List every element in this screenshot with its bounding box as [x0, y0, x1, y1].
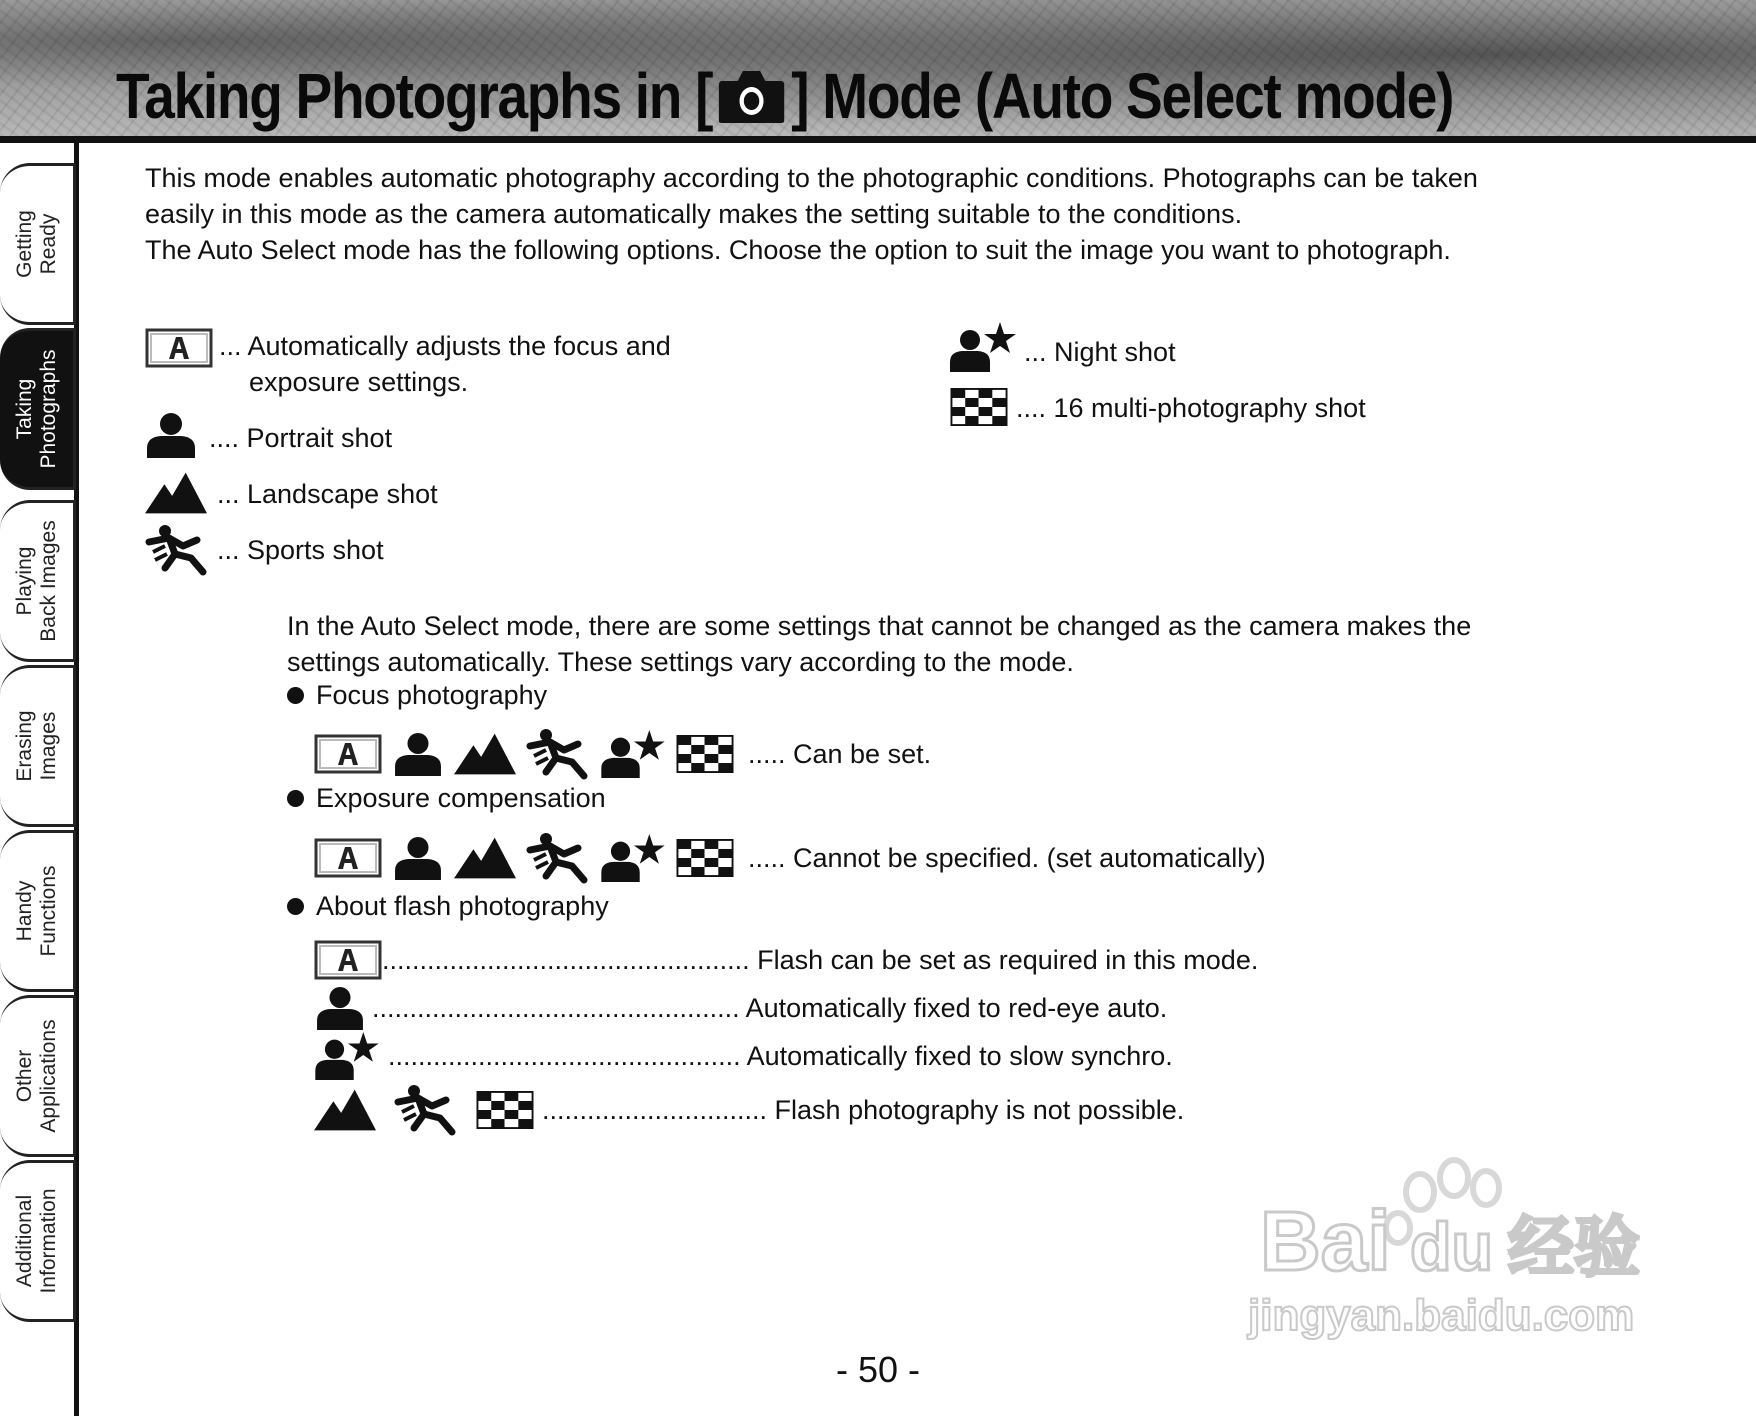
- night-portrait-icon: [600, 834, 666, 882]
- flash-row-text: ................................................. Flash can be set as required in this mode.: [382, 944, 1259, 975]
- focus-row: [314, 728, 931, 780]
- landscape-icon: [145, 472, 207, 514]
- bullet-dot: [287, 898, 304, 915]
- bullet-dot: [287, 790, 304, 807]
- watermark-brand: Bai: [1260, 1194, 1391, 1288]
- header-rule: [0, 136, 1756, 143]
- tab-label: Additional Information: [12, 1188, 60, 1294]
- tab-playing-back-images[interactable]: [0, 500, 76, 662]
- option-label: exposure settings.: [249, 367, 469, 397]
- option-auto: [145, 328, 671, 400]
- bullet-exposure: [287, 783, 606, 814]
- paw-logo-icon: [1240, 1150, 1660, 1340]
- sports-icon: [526, 728, 590, 780]
- title-suffix: ] Mode (Auto Select mode): [791, 60, 1454, 132]
- tab-additional-information[interactable]: [0, 1160, 76, 1322]
- watermark-brand-du: du: [1410, 1209, 1494, 1285]
- bullet-heading: Focus photography: [316, 680, 548, 710]
- title-prefix: Taking Photographs in [: [116, 60, 713, 132]
- option-label: ... Night shot: [1024, 337, 1176, 367]
- portrait-icon: [314, 986, 366, 1030]
- landscape-icon: [454, 837, 516, 879]
- sports-icon: [145, 524, 209, 576]
- sports-icon: [526, 832, 590, 884]
- watermark-url: jingyan.baidu.com: [1248, 1291, 1635, 1340]
- option-multi: [950, 390, 1366, 426]
- flash-row-auto: [314, 940, 1258, 980]
- flash-row-disabled: [314, 1084, 1184, 1136]
- night-portrait-icon: [314, 1032, 380, 1080]
- bullet-flash: [287, 891, 609, 922]
- bullet-focus: [287, 680, 547, 711]
- night-portrait-icon: [600, 730, 666, 778]
- multi-shot-icon: [676, 839, 734, 877]
- baidu-watermark: [1240, 1150, 1660, 1340]
- auto-mode-icon: [314, 734, 382, 774]
- intro-line: The Auto Select mode has the following options. Choose the option to suit the image you want to photograph.: [145, 235, 1451, 265]
- tab-label: Playing Back Images: [12, 520, 60, 642]
- flash-row-text: ............................................... Automatically fixed to slow synchro.: [388, 1040, 1173, 1071]
- option-label: .... 16 multi-photography shot: [1016, 393, 1366, 423]
- exposure-result: ..... Cannot be specified. (set automatically): [748, 842, 1266, 873]
- option-night: [950, 334, 1176, 372]
- option-sports: [145, 532, 384, 576]
- portrait-icon: [145, 412, 197, 458]
- multi-shot-icon: [476, 1091, 534, 1129]
- flash-row-text: ................................................. Automatically fixed to red-eye auto.: [372, 992, 1168, 1023]
- note-line: settings automatically. These settings vary according to the mode.: [287, 647, 1074, 677]
- settings-note: [287, 608, 1471, 680]
- multi-shot-icon: [950, 388, 1008, 426]
- watermark-chinese: 经验: [1508, 1209, 1640, 1286]
- auto-mode-icon: [314, 838, 382, 878]
- focus-result: ..... Can be set.: [748, 738, 932, 769]
- bullet-heading: Exposure compensation: [316, 783, 606, 813]
- tab-label: Getting Ready: [12, 210, 60, 278]
- camera-icon: [717, 67, 786, 125]
- bullet-heading: About flash photography: [316, 891, 609, 921]
- landscape-icon: [314, 1089, 376, 1131]
- page-number: - 50 -: [835, 1349, 921, 1390]
- tab-label: Erasing Images: [12, 710, 60, 782]
- portrait-icon: [392, 836, 444, 880]
- multi-shot-icon: [676, 735, 734, 773]
- tab-handy-functions[interactable]: [0, 830, 76, 992]
- option-label: ... Automatically adjusts the focus and: [219, 331, 671, 361]
- option-label: ... Landscape shot: [217, 479, 438, 509]
- tab-erasing-images[interactable]: [0, 665, 76, 827]
- portrait-icon: [392, 732, 444, 776]
- auto-mode-icon: [145, 328, 213, 368]
- option-landscape: [145, 476, 438, 514]
- tab-label: Handy Functions: [12, 865, 60, 957]
- option-portrait: [145, 420, 392, 458]
- option-label: .... Portrait shot: [209, 423, 393, 453]
- night-portrait-icon: [950, 322, 1016, 372]
- exposure-row: [314, 832, 1266, 884]
- tab-label: Taking Photographs: [12, 349, 60, 469]
- flash-row-portrait: [314, 986, 1167, 1030]
- intro-line: easily in this mode as the camera automatically makes the setting suitable to the conditions.: [145, 199, 1243, 229]
- bullet-dot: [287, 687, 304, 704]
- tab-label: Other Applications: [12, 1019, 60, 1133]
- page-title: [116, 56, 1453, 136]
- intro-line: This mode enables automatic photography according to the photographic conditions. Photographs can be taken: [145, 163, 1478, 193]
- intro-paragraph: [145, 160, 1625, 268]
- note-line: In the Auto Select mode, there are some settings that cannot be changed as the camera makes the: [287, 611, 1472, 641]
- flash-row-text: .............................. Flash photography is not possible.: [542, 1094, 1185, 1125]
- tab-taking-photographs[interactable]: [0, 328, 76, 490]
- tab-getting-ready[interactable]: [0, 163, 76, 325]
- flash-row-night: [314, 1032, 1173, 1080]
- option-label: ... Sports shot: [217, 535, 384, 565]
- landscape-icon: [454, 733, 516, 775]
- tab-other-applications[interactable]: [0, 995, 76, 1157]
- auto-mode-icon: [314, 940, 382, 980]
- sports-icon: [394, 1084, 458, 1136]
